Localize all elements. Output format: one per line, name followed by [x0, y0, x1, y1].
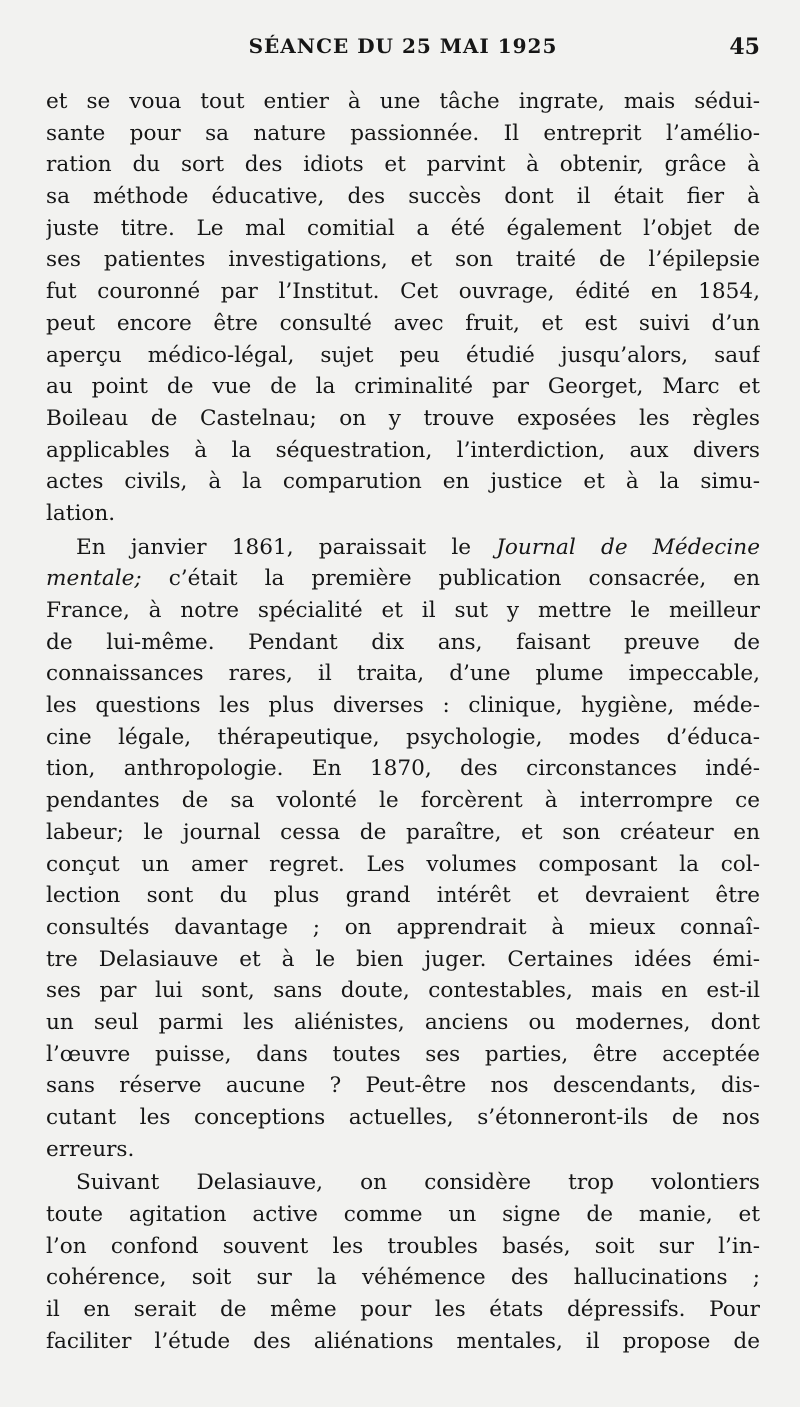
page-number: 45: [729, 34, 760, 60]
text-line: peut encore être consulté avec fruit, et est suivi d’un: [46, 310, 760, 336]
text-line: France, à notre spécialité et il sut y mettre le meilleur: [46, 598, 760, 623]
text-segment: En janvier 1861, paraissait le: [76, 534, 497, 560]
paragraph-2: [46, 532, 760, 1166]
text-line: faciliter l’étude des aliénations mentales, il propose de: [46, 1328, 760, 1354]
text-line: lection sont du plus grand intérêt et devraient être: [46, 883, 760, 909]
paragraph-3: [46, 1167, 760, 1357]
running-head: [46, 34, 760, 74]
text-line: tion, anthropologie. En 1870, des circonstances indé-: [46, 756, 760, 782]
running-title: SÉANCE DU 25 MAI 1925: [248, 34, 558, 58]
text-line: Suivant Delasiauve, on considère trop volontiers: [76, 1170, 760, 1196]
text-line: ses patientes investigations, et son traité de l’épilepsie: [46, 247, 760, 273]
text-line: consultés davantage ; on apprendrait à mieux connaî-: [46, 914, 760, 940]
text-line: cine légale, thérapeutique, psychologie, modes d’éduca-: [46, 724, 760, 750]
text-line: sans réserve aucune ? Peut-être nos descendants, dis-: [46, 1073, 760, 1099]
text-line: conçut un amer regret. Les volumes composant la col-: [46, 851, 760, 877]
text-line: [46, 532, 760, 564]
text-line: lation.: [46, 500, 116, 526]
body-text: [46, 86, 760, 1358]
text-line: les questions les plus diverses : clinique, hygiène, méde-: [46, 693, 760, 719]
text-line: aperçu médico-légal, sujet peu étudié jusqu’alors, sauf: [46, 342, 760, 368]
text-line: Boileau de Castelnau; on y trouve exposées les règles: [46, 405, 760, 431]
text-line: erreurs.: [46, 1136, 135, 1162]
journal-title: Journal de Médecine: [496, 534, 760, 560]
text-line: cohérence, soit sur la véhémence des hallucinations ;: [46, 1265, 760, 1291]
text-line: sante pour sa nature passionnée. Il entreprit l’amélio-: [46, 120, 760, 146]
text-line: ses par lui sont, sans doute, contestables, mais en est-il: [46, 978, 760, 1004]
text-line: sa méthode éducative, des succès dont il était fier à: [46, 184, 760, 210]
text-line: toute agitation active comme un signe de manie, et: [46, 1202, 760, 1228]
text-line: ration du sort des idiots et parvint à obtenir, grâce à: [46, 152, 760, 178]
text-line: un seul parmi les aliénistes, anciens ou modernes, dont: [46, 1009, 760, 1035]
text-line: [46, 563, 760, 595]
paragraph-1: [46, 86, 760, 530]
text-line: tre Delasiauve et à le bien juger. Certaines idées émi-: [46, 946, 760, 972]
text-line: au point de vue de la criminalité par Georget, Marc et: [46, 374, 760, 400]
text-line: connaissances rares, il traita, d’une plume impeccable,: [46, 661, 760, 687]
text-line: il en serait de même pour les états dépressifs. Pour: [46, 1297, 760, 1323]
text-line: et se voua tout entier à une tâche ingrate, mais sédui-: [46, 89, 760, 114]
text-segment: c’était la première publication consacrée, en: [141, 566, 760, 592]
text-line: cutant les conceptions actuelles, s’étonneront-ils de nos: [46, 1105, 760, 1130]
journal-title-cont: mentale;: [46, 566, 142, 592]
text-line: actes civils, à la comparution en justice et à la simu-: [46, 469, 760, 495]
text-line: l’œuvre puisse, dans toutes ses parties, être acceptée: [46, 1041, 760, 1067]
text-line: labeur; le journal cessa de paraître, et son créateur en: [46, 819, 760, 845]
text-line: fut couronné par l’Institut. Cet ouvrage, édité en 1854,: [46, 279, 760, 305]
text-line: de lui-même. Pendant dix ans, faisant preuve de: [46, 629, 760, 655]
text-line: l’on confond souvent les troubles basés, soit sur l’in-: [46, 1233, 760, 1259]
text-line: juste titre. Le mal comitial a été également l’objet de: [46, 215, 760, 241]
text-line: pendantes de sa volonté le forcèrent à interrompre ce: [46, 788, 760, 814]
text-line: applicables à la séquestration, l’interdiction, aux divers: [46, 437, 760, 463]
